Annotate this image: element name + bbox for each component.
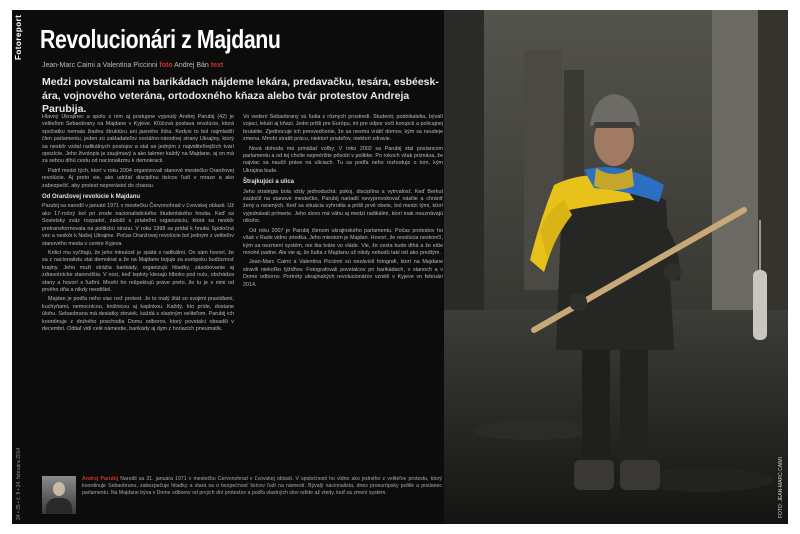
paragraph: Vo vedení Sebaobrany sú ľudia z rôznych prostredí. Študenti, podnikatelia, bývalí vojaci, lekári aj kňazi. Jedni prišli pre Európu, iní pre odpor voči korupcii a policajnej brutalite. Zjednocuje ich presvedčenie, že sa nesmú vrátiť domov, kým sa neudeje zmena. Mnohí stratili prácu, niektorí priateľov, niektorí zdravie. (243, 114, 443, 143)
caption-text (82, 476, 442, 516)
paragraph: Od roku 2007 je Parubij členom ukrajinského parlamentu. Počas protestov ho však v Rade vidno zriedka. Jeho miestom je Majdan. Hovorí, že revolúcia neskončí, kým sa nezmení systém, nie iba tváre vo vláde. Vie, že cesta bude dlhá a že ešte mnohé padne. Ale vie aj, že ľudia z Majdanu už nikdy nebudú takí istí ako predtým. (243, 227, 443, 256)
article-lede: Medzi povstalcami na barikádach nájdeme lekára, predavačku, tesára, esbéeskára, vojnového veterána, ortodoxného kňaza alebo tvár protestov Andreja Parubija. (42, 76, 439, 115)
byline-authors: Jean-Marc Caimi a Valentina Piccinni (42, 62, 158, 69)
paragraph: Majdan je podľa neho viac než protest. Je to malý štát so svojimi pravidlami, kuchyňami, nemocnicou, knižnicou aj kaplnkou. Každý, kto príde, dostane úlohu. Sebaobrana má desiatky stoviek, každá s vlastným veliteľom. Parubij ich koordinuje z druhého poschodia Domu odborov, ktorý povstalci obsadili v decembri. Odtiaľ vidí celé námestie, barikády aj dym z horiacich pneumatík. (42, 296, 234, 332)
subheading: Štrajkujúci a ulica (243, 179, 295, 186)
photo-credit: FOTO: JEAN-MARC CAIMI (778, 456, 784, 518)
paragraph: Kritici mu vyčítajú, že jeho minulosť je spätá s radikálmi. On sám hovorí, že sa z nacionalistu stal demokrat a že na Majdane bojuje za európsku budúcnosť krajiny. Jeho muži strážia barikády, organizujú hliadky, zásobovanie aj zdravotnícke stanovištia. V noci, keď teploty klesajú hlboko pod nulu, obchádza stany a hovorí s ľuďmi. Mnohí ho rešpektujú práve preto, že tu je s nimi od prvého dňa a nikdy neodišiel. (42, 249, 234, 293)
portrait-body (46, 498, 72, 514)
paragraph: Patril medzi tých, ktorí v roku 2004 organizovali stanové mestečko Oranžovej revolúcie. Aj preto vie, ako udržať disciplínu tisícov ľudí v mraze a ako zabezpečiť, aby protest neprerástol do chaosu. (42, 167, 234, 189)
caption-body: Narodil sa 31. januára 1971 v mestečku Červonohrad v Ľvovskej oblasti. V spoločnosti ho vidno ako jedného z veliteľov protestu, ktorý koordinuje Sebaobranu, zabezpečuje hliadky a stará sa o bezpečnosť tisícov ľudí na námestí. Bývalý nacionalista, dnes proeurópsky politik a poslanec parlamentu. Na Majdane býva v Dome odborov od prvých dní protestov a podľa vlastných slov odíde až vtedy, keď sa zmení systém. (82, 476, 442, 496)
paragraph: Jeho stratégia bola vždy jednoduchá: pokoj, disciplína a vytrvalosť. Keď Berkut zaútočil na stanové mestečko, Parubij nariadil nevyprovokovať násilie a chrániť ženy a ranených. Keď sa situácia vyhrotila a prišli prvé obete, bol medzi tými, ktorí vyjednávali prímerie. Jeho slovo má váhu aj medzi radikálmi, ktorí inak neuznávajú nikoho. (243, 188, 443, 225)
paragraph: Parubij sa narodil v januári 1971 v mestečku Červonohrad v Ľvovskej oblasti. Už ako 17-ročný bol pri zrode nacionalistického študentského hnutia. Keď sa Sovietsky zväz rozpadol, založil s priateľmi organizáciu, ktorá sa neskôr pretransformovala na politickú stranu. V roku 1998 sa pridal k hnutiu Spoločná vec a neskôr k Našej Ukrajine. Počas Oranžovej revolúcie bol jedným z veliteľov stanového mesta v centre Kyjeva. (42, 203, 234, 247)
caption-name: Andrej Parubij (82, 476, 119, 482)
caption-portrait-image (42, 476, 76, 514)
paragraph: Jean-Marc Caimi a Valentina Piccinni sú nezávislí fotografi, ktorí na Majdane strávili niekoľko týždňov. Fotografovali povstalcov pri barikádach, v stanoch a v Dome odborov. Portréty ukrajinských revolucionárov vznikli v Kyjeve vo februári 2014. (243, 259, 443, 288)
text-column-2 (243, 114, 443, 464)
section-tab (12, 10, 28, 66)
article-title: Revolucionári z Majdanu (40, 24, 281, 54)
section-tag: Fotoreport (14, 14, 23, 60)
byline-photo-label: foto (159, 62, 173, 69)
magazine-spread (12, 10, 788, 524)
text-column-1 (42, 114, 234, 464)
paragraph: Hlavný Ukrajinec a spolu s ním aj postupne vypnutý Andrej Parubij (42) je veliteľom Sebaobrany na Majdane v Kyjeve. Kľúčová postava revolúcie, ktorá spočiatku nemala žiadnu štruktúru ani jasného lídra. Kedysi to bol najmladší člen parlamentu, jeden zo zakladateľov sociálno-národnej strany Ukrajiny, ktorý sa neskôr vzdal radikálnych postojov a stal sa jedným z najviditeľnejších tvárí opozície. Jeho životopis je zaujímavý a ako takmer každý na Majdane, aj on má za sebou dlhú cestu od nacionalizmu k demokracii. (42, 114, 234, 165)
protester-photo (444, 10, 788, 524)
page-folio: 34 • 35 • č. 9 • 24. februára 2014 (16, 447, 22, 520)
portrait-caption (42, 472, 442, 516)
protester-portrait-icon (444, 10, 788, 524)
byline-translator: Andrej Bán (174, 62, 209, 69)
byline-text-label: text (210, 62, 224, 69)
paragraph: Nová dohoda má prinášať voľby. V roku 2002 sa Parubij stal poslancom parlamentu a od tej chvíle nepretržite pôsobí v politike. Po rokoch však priznáva, že najviac sa naučil práve na uliciach. Tu sa podľa neho rozhoduje o tom, kým Ukrajina bude. (243, 145, 443, 174)
subheading: Od Oranžovej revolúcie k Majdanu (42, 194, 141, 201)
portrait-head (53, 482, 65, 496)
byline (42, 62, 442, 69)
